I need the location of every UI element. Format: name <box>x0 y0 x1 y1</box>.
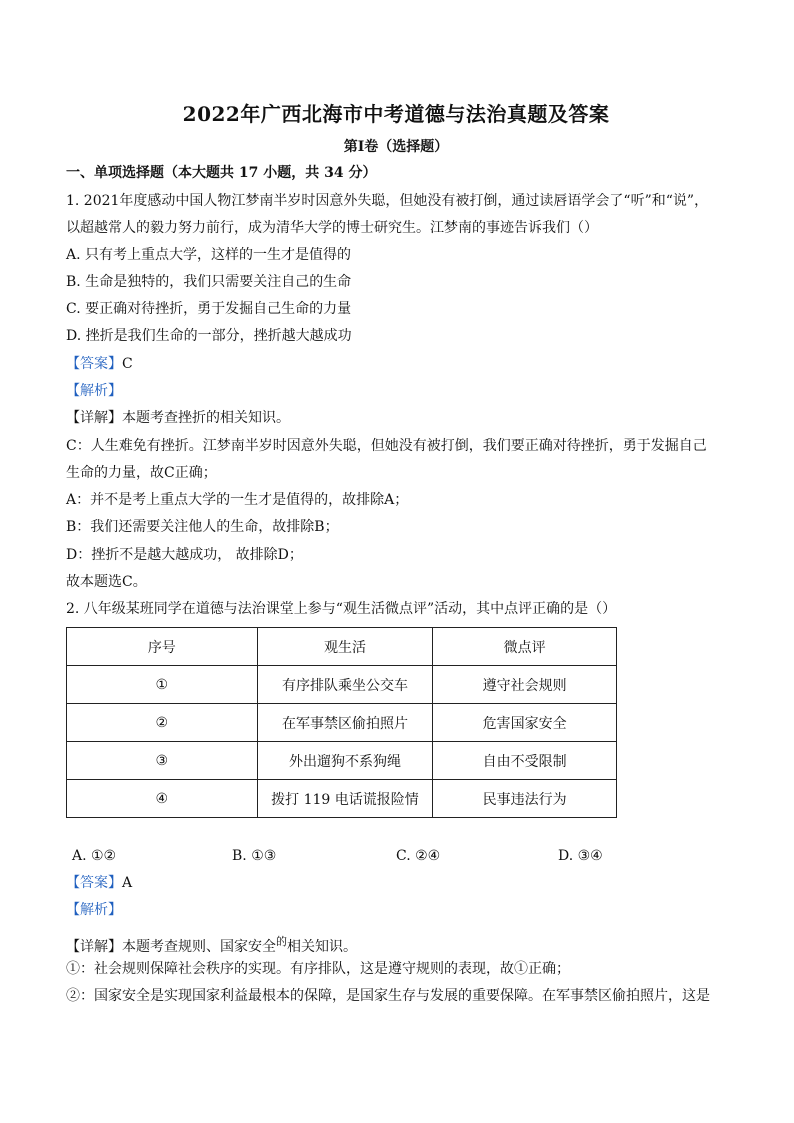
table-cell: 有序排队乘坐公交车 <box>257 666 433 704</box>
document-subtitle: 第Ⅰ卷（选择题） <box>343 139 449 155</box>
table-row <box>67 666 617 704</box>
table-cell: 危害国家安全 <box>433 704 617 742</box>
q1-detail-text: 本题考查挫折的相关知识。 <box>122 410 290 426</box>
q2-detail-label: 【详解】 <box>66 939 122 955</box>
q2-answer-value: A <box>122 875 133 891</box>
q1-detail-label: 【详解】 <box>66 410 122 426</box>
q1-answer-value: C <box>122 356 133 372</box>
table-header-row <box>67 628 617 666</box>
q2-analysis-label: 【解析】 <box>66 902 122 918</box>
q1-explain-a: A：并不是考上重点大学的一生才是值得的，故排除A； <box>66 492 409 508</box>
table-row <box>67 704 617 742</box>
table-cell: 拨打 119 电话谎报险情 <box>257 780 433 818</box>
q2-detail <box>66 932 357 957</box>
q2-detail-superscript: 的 <box>276 935 287 948</box>
q1-explain-d: D：挫折不是越大越成功， 故排除D； <box>66 547 303 563</box>
q2-answer-label: 【答案】 <box>66 875 122 891</box>
q1-detail <box>66 408 290 428</box>
section-heading: 一、单项选择题（本大题共 17 小题，共 34 分） <box>66 165 377 181</box>
q2-detail-text: 本题考查规则、国家安全 <box>122 939 276 955</box>
q1-option-c: C. 要正确对待挫折，勇于发掘自己生命的力量 <box>66 301 352 317</box>
q1-stem-line1: 1. 2021年度感动中国人物江梦南半岁时因意外失聪，但她没有被打倒，通过读唇语学会了“听”和“说”， <box>66 193 709 209</box>
q2-option-b: B. ①③ <box>232 848 277 864</box>
table-header-cell: 微点评 <box>433 628 617 666</box>
q1-explain-c-line1: C：人生难免有挫折。江梦南半岁时因意外失聪，但她没有被打倒，我们要正确对待挫折，勇于发掘自己 <box>66 438 707 454</box>
q2-explain-1: ①：社会规则保障社会秩序的实现。有序排队，这是遵守规则的表现，故①正确； <box>66 961 570 977</box>
q2-detail-text-end: 相关知识。 <box>287 939 357 955</box>
table-header-cell: 序号 <box>67 628 258 666</box>
table-header-cell: 观生活 <box>257 628 433 666</box>
q2-answer <box>66 873 132 893</box>
table-cell: ③ <box>67 742 258 780</box>
table-cell: ④ <box>67 780 258 818</box>
table-row <box>67 742 617 780</box>
table-row <box>67 780 617 818</box>
table-cell: 遵守社会规则 <box>433 666 617 704</box>
q1-option-d: D. 挫折是我们生命的一部分，挫折越大越成功 <box>66 328 352 344</box>
q1-explain-c-line2: 生命的力量，故C正确； <box>66 465 217 481</box>
q2-explain-2: ②：国家安全是实现国家利益最根本的保障，是国家生存与发展的重要保障。在军事禁区偷拍照片，这是 <box>66 988 710 1004</box>
table-cell: ② <box>67 704 258 742</box>
q1-explain-b: B：我们还需要关注他人的生命，故排除B； <box>66 519 339 535</box>
table-cell: ① <box>67 666 258 704</box>
q2-option-d: D. ③④ <box>558 848 603 864</box>
q1-option-a: A. 只有考上重点大学，这样的一生才是值得的 <box>66 247 352 263</box>
q2-table <box>66 627 617 818</box>
q1-conclusion: 故本题选C。 <box>66 574 147 590</box>
q2-option-c: C. ②④ <box>396 848 441 864</box>
table-cell: 外出遛狗不系狗绳 <box>257 742 433 780</box>
q1-answer <box>66 354 133 374</box>
q2-option-a: A. ①② <box>72 848 117 864</box>
q2-stem: 2. 八年级某班同学在道德与法治课堂上参与“观生活微点评”活动，其中点评正确的是（） <box>66 601 617 617</box>
table-cell: 民事违法行为 <box>433 780 617 818</box>
table-cell: 在军事禁区偷拍照片 <box>257 704 433 742</box>
q1-answer-label: 【答案】 <box>66 356 122 372</box>
document-title: 2022年广西北海市中考道德与法治真题及答案 <box>182 102 610 126</box>
q1-stem-line2: 以超越常人的毅力努力前行，成为清华大学的博士研究生。江梦南的事迹告诉我们（） <box>66 220 598 236</box>
q1-option-b: B. 生命是独特的，我们只需要关注自己的生命 <box>66 274 352 290</box>
q1-analysis-label: 【解析】 <box>66 383 122 399</box>
table-cell: 自由不受限制 <box>433 742 617 780</box>
